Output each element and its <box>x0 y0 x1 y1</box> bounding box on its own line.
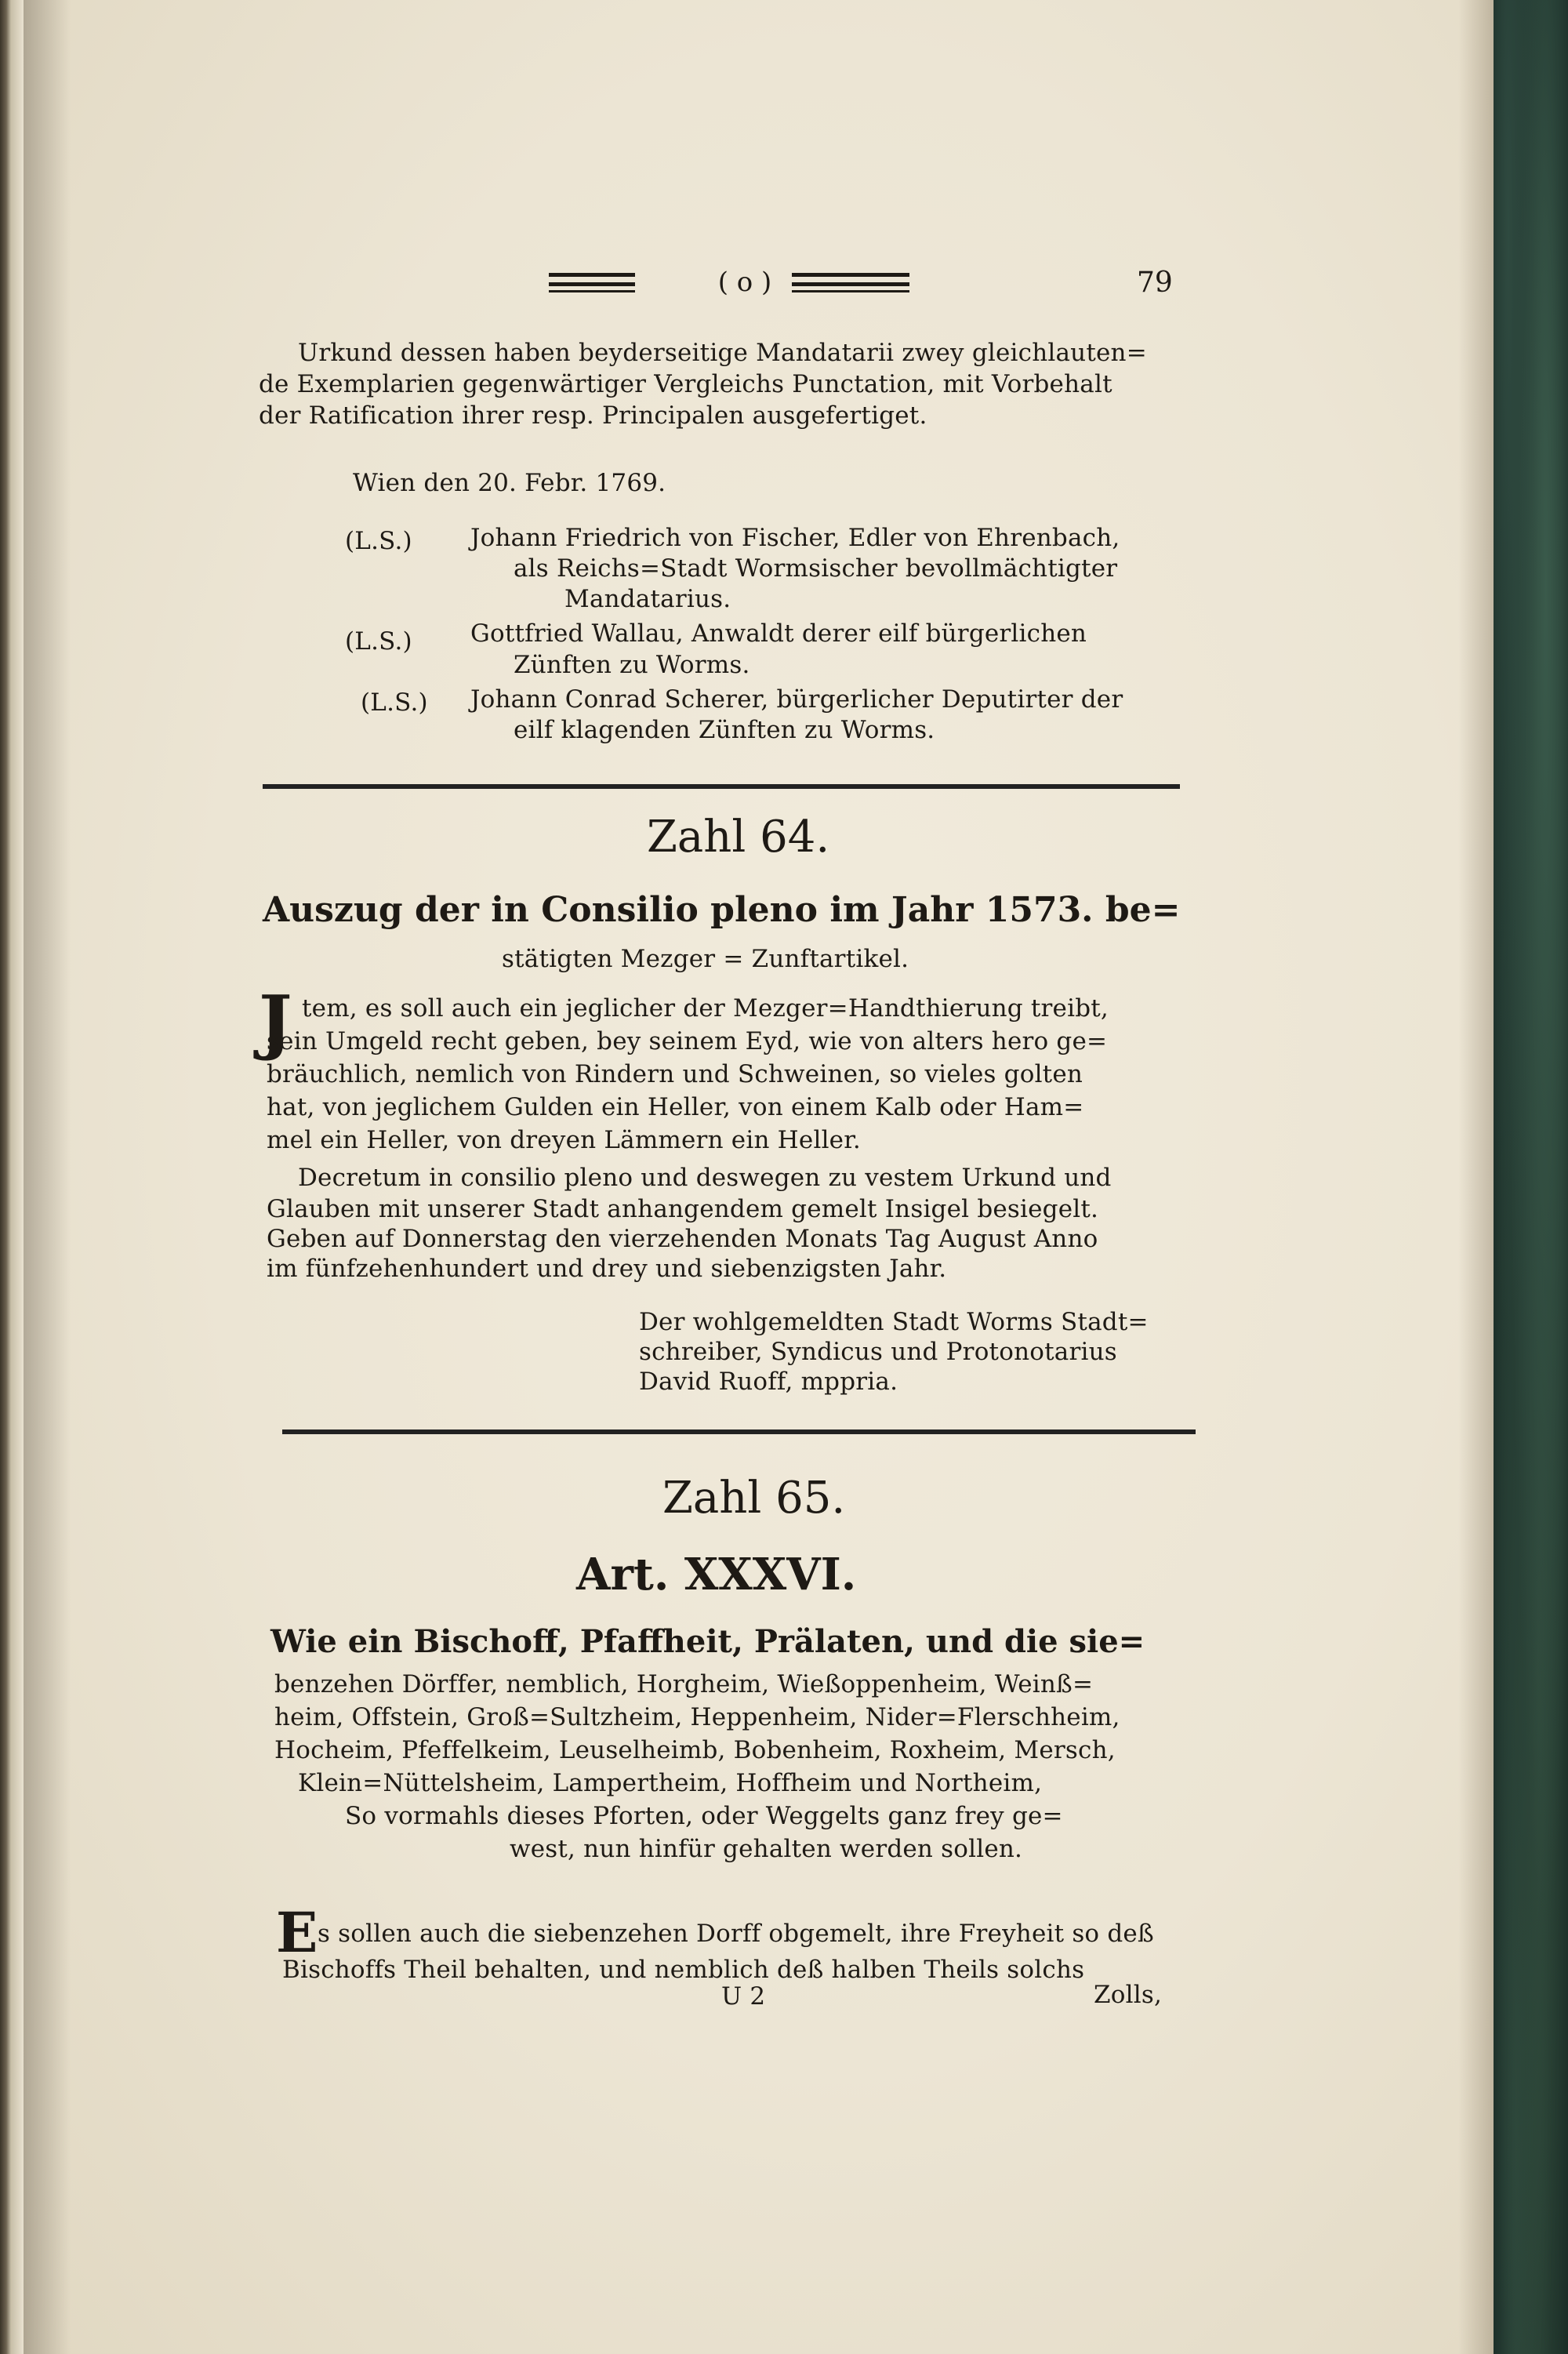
signature-line: Zünften zu Worms. <box>514 651 750 679</box>
marbled-cover-board <box>1494 0 1568 2354</box>
text-line: im fünfzehenhundert und drey und siebenzigsten Jahr. <box>267 1255 947 1283</box>
signature-line: Gottfried Wallau, Anwaldt derer eilf bürgerlichen <box>470 619 1087 648</box>
text-line: Glauben mit unserer Stadt anhangendem gemelt Insigel besiegelt. <box>267 1195 1099 1223</box>
signature-line: David Ruoff, mppria. <box>639 1368 898 1396</box>
signature-line: Johann Friedrich von Fischer, Edler von Ehrenbach, <box>470 524 1120 552</box>
page-edge-shadow <box>1458 0 1494 2354</box>
text-line: Geben auf Donnerstag den vierzehenden Monats Tag August Anno <box>267 1225 1098 1253</box>
section-title-line: Hocheim, Pfeffelkeim, Leuselheimb, Bobenheim, Roxheim, Mersch, <box>274 1736 1116 1764</box>
text-line: tem, es soll auch ein jeglicher der Mezger=Handthierung treibt, <box>302 994 1109 1023</box>
signature-line: eilf klagenden Zünften zu Worms. <box>514 716 935 744</box>
text-line: hat, von jeglichem Gulden ein Heller, von einem Kalb oder Ham= <box>267 1093 1084 1121</box>
signature-line: als Reichs=Stadt Wormsischer bevollmächtigter <box>514 554 1118 583</box>
header-ornament <box>549 267 909 298</box>
drop-cap: E <box>276 1900 318 1965</box>
section-number: Zahl 64. <box>647 812 830 863</box>
section-number: Zahl 65. <box>662 1473 846 1524</box>
text-line: Urkund dessen haben beyderseitige Mandatarii zwey gleichlauten= <box>298 339 1147 367</box>
date-line: Wien den 20. Febr. 1769. <box>353 469 666 497</box>
signature-line: Mandatarius. <box>564 585 731 613</box>
text-line: mel ein Heller, von dreyen Lämmern ein Heller. <box>267 1126 861 1154</box>
section-divider <box>282 1429 1196 1434</box>
seal-mark: (L.S.) <box>345 527 412 555</box>
text-line: de Exemplarien gegenwärtiger Vergleichs Punctation, mit Vorbehalt <box>259 370 1112 398</box>
page-number: 79 <box>1137 267 1173 299</box>
drop-cap: J <box>259 980 292 1063</box>
signature-mark: U 2 <box>721 1982 766 2011</box>
text-line: Decretum in consilio pleno und deswegen zu vestem Urkund und <box>298 1164 1112 1192</box>
text-line: sein Umgeld recht geben, bey seinem Eyd, wie von alters hero ge= <box>267 1027 1108 1055</box>
seal-mark: (L.S.) <box>361 688 428 717</box>
section-title-line: west, nun hinfür gehalten werden sollen. <box>510 1835 1023 1863</box>
section-title-line: Klein=Nüttelsheim, Lampertheim, Hoffheim und Northeim, <box>298 1769 1043 1797</box>
text-line: s sollen auch die siebenzehen Dorff obgemelt, ihre Freyheit so deß <box>318 1920 1154 1948</box>
gutter-shadow <box>24 0 71 2354</box>
section-title-line: heim, Offstein, Groß=Sultzheim, Heppenheim, Nider=Flerschheim, <box>274 1703 1120 1731</box>
text-line: der Ratification ihrer resp. Principalen ausgefertiget. <box>259 401 927 430</box>
ornament-symbol: ( o ) <box>717 267 772 298</box>
section-title-line: So vormahls dieses Pforten, oder Weggelts ganz frey ge= <box>345 1802 1063 1830</box>
section-title-line: stätigten Mezger = Zunftartikel. <box>502 945 909 973</box>
section-title-line: Auszug der in Consilio pleno im Jahr 1573. be= <box>263 890 1181 930</box>
section-title-line: benzehen Dörffer, nemblich, Horgheim, Wießoppenheim, Weinß= <box>274 1670 1094 1698</box>
seal-mark: (L.S.) <box>345 627 412 656</box>
text-line: bräuchlich, nemlich von Rindern und Schweinen, so vieles golten <box>267 1060 1083 1088</box>
signature-line: schreiber, Syndicus und Protonotarius <box>639 1338 1117 1366</box>
signature-line: Johann Conrad Scherer, bürgerlicher Deputirter der <box>470 685 1123 714</box>
catchword: Zolls, <box>1094 1981 1162 2009</box>
text-line: Bischoffs Theil behalten, und nemblich deß halben Theils solchs <box>282 1956 1085 1984</box>
signature-line: Der wohlgemeldten Stadt Worms Stadt= <box>639 1308 1149 1336</box>
article-heading: Art. XXXVI. <box>576 1549 857 1600</box>
section-title-line: Wie ein Bischoff, Pfaffheit, Prälaten, und die sie= <box>270 1623 1145 1660</box>
section-divider <box>263 784 1180 789</box>
